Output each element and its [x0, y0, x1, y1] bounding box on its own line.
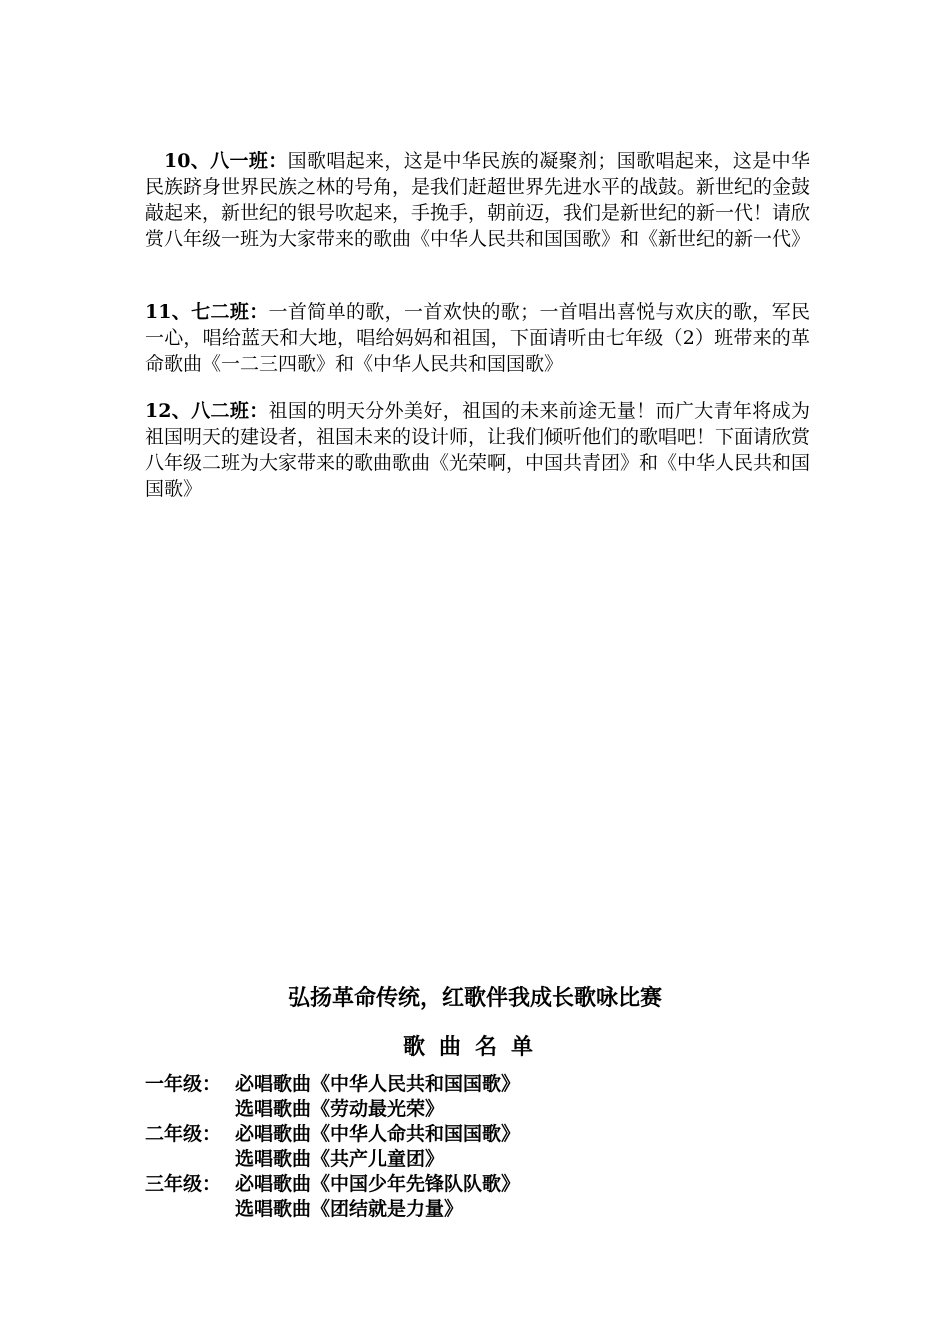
song-list-heading: 歌曲名单 — [402, 1034, 547, 1060]
required-song: 必唱歌曲《中华人民共和国国歌》 — [235, 1073, 521, 1095]
paragraph-lead: 10、八一班： — [164, 150, 288, 172]
paragraph-class-8-1 — [145, 148, 810, 252]
grade-label: 一年级： — [145, 1073, 222, 1095]
song-list-row — [145, 1147, 805, 1172]
song-list — [145, 1072, 805, 1222]
grade-spacer — [145, 1197, 235, 1222]
song-list-row — [145, 1097, 805, 1122]
paragraph-lead: 11、七二班： — [145, 301, 269, 323]
grade-spacer — [145, 1147, 235, 1172]
optional-song: 选唱歌曲《共产儿童团》 — [235, 1148, 445, 1170]
paragraph-class-7-2 — [145, 299, 810, 377]
required-song: 必唱歌曲《中国少年先锋队队歌》 — [235, 1173, 521, 1195]
song-list-row — [145, 1197, 805, 1222]
optional-song: 选唱歌曲《团结就是力量》 — [235, 1198, 464, 1220]
paragraph-text: 一首简单的歌，一首欢快的歌；一首唱出喜悦与欢庆的歌，军民一心，唱给蓝天和大地，唱给妈妈和祖国，下面请听由七年级（2）班带来的革命歌曲《一二三四歌》和《中华人民共和国国歌》 — [145, 301, 810, 375]
song-list-row — [145, 1122, 805, 1147]
song-list-row — [145, 1072, 805, 1097]
optional-song: 选唱歌曲《劳动最光荣》 — [235, 1098, 445, 1120]
grade-label: 三年级： — [145, 1173, 222, 1195]
paragraph-text: 祖国的明天分外美好，祖国的未来前途无量！而广大青年将成为祖国明天的建设者，祖国未来的设计师，让我们倾听他们的歌唱吧！下面请欣赏八年级二班为大家带来的歌曲歌曲《光荣啊，中国共青团》和《中华人民共和国国歌》 — [145, 400, 811, 500]
paragraph-lead: 12、八二班： — [145, 400, 269, 422]
contest-title: 弘扬革命传统，红歌伴我成长歌咏比赛 — [287, 985, 662, 1011]
grade-label: 二年级： — [145, 1123, 222, 1145]
paragraph-text: 国歌唱起来，这是中华民族的凝聚剂；国歌唱起来，这是中华民族跻身世界民族之林的号角，是我们赶超世界先进水平的战鼓。新世纪的金鼓敲起来，新世纪的银号吹起来，手挽手，朝前迈，我们是新世纪的新一代！请欣赏八年级一班为大家带来的歌曲《中华人民共和国国歌》和《新世纪的新一代》 — [145, 150, 811, 250]
grade-spacer — [145, 1097, 235, 1122]
paragraph-class-8-2 — [145, 398, 810, 502]
song-list-row — [145, 1172, 805, 1197]
required-song: 必唱歌曲《中华人命共和国国歌》 — [235, 1123, 521, 1145]
